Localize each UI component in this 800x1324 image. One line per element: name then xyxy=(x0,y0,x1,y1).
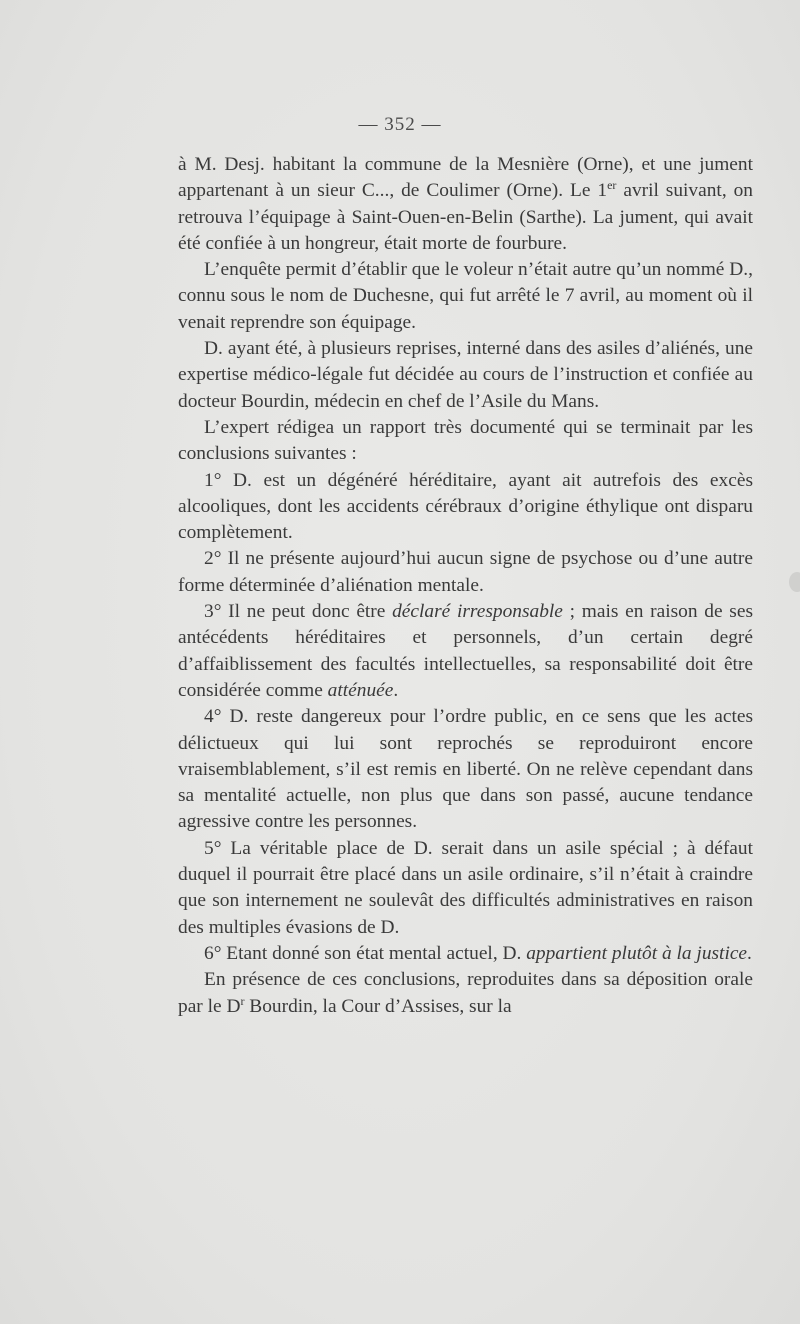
page-number: — 352 — xyxy=(358,114,442,135)
conclusion-text: 6° Etant donné son état mental actuel, D. xyxy=(204,942,527,964)
conclusion-1: 1° D. est un dégénéré héréditaire, ayant ait autrefois des excès alcooliques, dont les accidents cérébraux d’origine éthylique ont disparu complètement. xyxy=(178,469,753,544)
conclusion-3 xyxy=(178,599,753,704)
paragraph-cour xyxy=(178,967,753,1020)
conclusion-6 xyxy=(178,941,753,967)
ordinal-number: 1 xyxy=(597,180,608,202)
conclusion-text: 3° Il ne peut donc être xyxy=(204,601,393,623)
conclusion-2: 2° Il ne présente aujourd’hui aucun signe de psychose ou d’une autre forme déterminée d’aliénation mentale. xyxy=(178,548,753,596)
paragraph-rapport: L’expert rédigea un rapport très documenté qui se terminait par les conclusions suivantes : xyxy=(178,416,753,465)
paragraph-expertise: D. ayant été, à plusieurs reprises, interné dans des asiles d’aliénés, une expertise médico-légale fut décidée au cours de l’instruction et confiée au docteur Bourdin, médecin en chef de l’Asile du Mans. xyxy=(178,338,753,412)
conclusion-5: 5° La véritable place de D. serait dans un asile spécial ; à défaut duquel il pourrait être placé dans un asile ordinaire, s’il n’était à craindre que son internement ne soulevât des difficultés administratives en raison des multiples évasions de D. xyxy=(178,837,753,938)
paragraph-text: En présence de ces conclusions, reproduites dans sa déposition orale par le D xyxy=(178,969,753,1017)
conclusion-text: . xyxy=(747,942,752,964)
emphasis-text: appartient plutôt à la justice xyxy=(526,942,748,964)
body-text xyxy=(178,152,753,1020)
paragraph-text: avril suivant, on retrouva l’équipage à Saint-Ouen-en-Belin (Sarthe). La jument, qui avait été confiée à un hongreur, était morte de fourbure. xyxy=(178,180,753,254)
conclusion-text: ; mais en raison de ses antécédents héréditaires et personnels, d’un certain degré d’affaiblissement des facultés intellectuelles, sa responsabilité doit être considérée comme xyxy=(178,601,753,701)
paragraph-text: à M. Desj. habitant la commune de la Mesnière (Orne), et une jument appartenant à un sieur C..., de Coulimer (Orne). Le xyxy=(178,154,753,202)
paper-smudge xyxy=(789,572,800,592)
emphasis-text: atténuée xyxy=(327,679,394,701)
emphasis-text: déclaré irresponsable xyxy=(392,601,563,623)
paragraph-enquete: L’enquête permit d’établir que le voleur n’était autre qu’un nommé D., connu sous le nom de Duchesne, qui fut arrêté le 7 avril, au moment où il venait reprendre son équipage. xyxy=(178,259,753,333)
paragraph-continuation xyxy=(178,152,753,257)
paragraph-text: Bourdin, la Cour d’Assises, sur la xyxy=(244,995,512,1017)
conclusion-text: . xyxy=(393,679,399,701)
title-superscript: r xyxy=(240,993,245,1008)
ordinal-superscript: er xyxy=(607,178,617,193)
conclusion-4: 4° D. reste dangereux pour l’ordre public, en ce sens que les actes délictueux qui lui sont reprochés se reproduiront encore vraisemblablement, s’il est remis en liberté. On ne relève cependant dans sa mentalité actuelle, non plus que dans son passé, aucune tendance agressive contre les personnes. xyxy=(178,706,753,833)
